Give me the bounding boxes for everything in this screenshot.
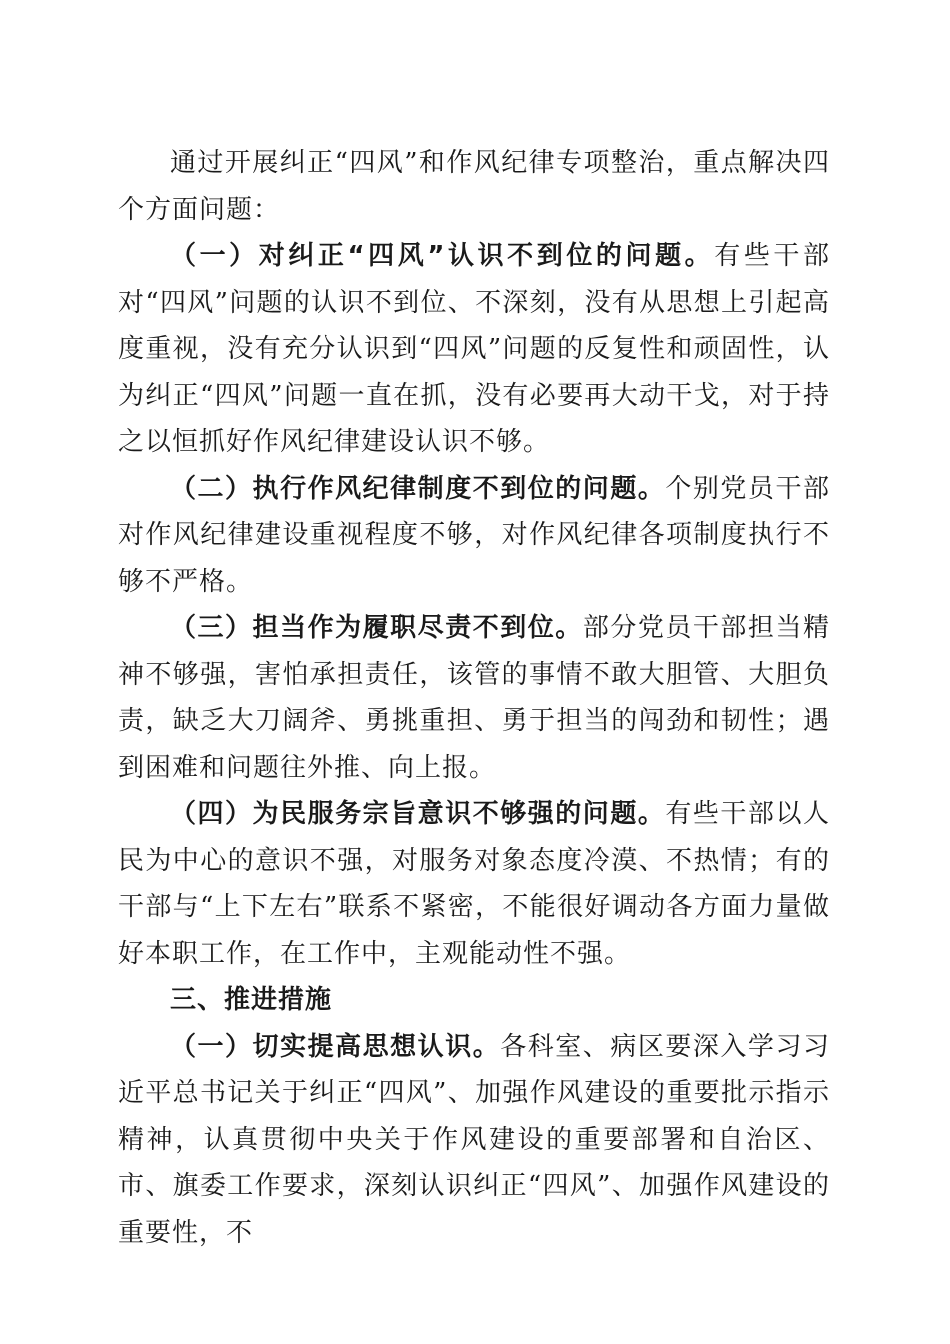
problem-paragraph-1 [118,233,830,466]
problem-paragraph-4 [118,791,830,977]
problem-heading-4: （四）为民服务宗旨意识不够强的问题。 [170,799,666,829]
problem-text-4: 有些干部以人民为中心的意识不强，对服务对象态度冷漠、不热情；有的干部与“上下左右”联系不紧密，不能很好调动各方面力量做好本职工作，在工作中，主观能动性不强。 [118,799,830,969]
document-body [118,140,830,1256]
measure-heading-1: （一）切实提高思想认识。 [170,1031,501,1062]
problem-text-3: 部分党员干部担当精神不够强，害怕承担责任，该管的事情不敢大胆管、大胆负责，缺乏大刀阔斧、勇挑重担、勇于担当的闯劲和韧性；遇到困难和问题往外推、向上报。 [118,613,830,783]
problem-heading-3: （三）担当作为履职尽责不到位。 [170,613,583,643]
problem-text-1: 有些干部对“四风”问题的认识不到位、不深刻，没有从思想上引起高度重视，没有充分认识到“四风”问题的反复性和顽固性，认为纠正“四风”问题一直在抓，没有必要再大动干戈，对于持之以恒抓好作风纪律建设认识不够。 [118,241,830,457]
problem-text-2: 个别党员干部对作风纪律建设重视程度不够，对作风纪律各项制度执行不够不严格。 [118,473,830,597]
problem-paragraph-2 [118,466,830,606]
problem-heading-1: （一）对纠正“四风”认识不到位的问题。 [170,241,715,271]
measure-paragraph-1 [118,1024,830,1257]
problem-heading-2: （二）执行作风纪律制度不到位的问题。 [170,473,666,504]
measure-text-1: 各科室、病区要深入学习习近平总书记关于纠正“四风”、加强作风建设的重要批示指示精神，认真贯彻中央关于作风建设的重要部署和自治区、市、旗委工作要求，深刻认识纠正“四风”、加强作风建设的重要性，不 [118,1031,830,1248]
section-heading: 三、推进措施 [170,985,333,1015]
problem-paragraph-3 [118,605,830,791]
intro-paragraph: 通过开展纠正“四风”和作风纪律专项整治，重点解决四个方面问题： [118,148,830,225]
